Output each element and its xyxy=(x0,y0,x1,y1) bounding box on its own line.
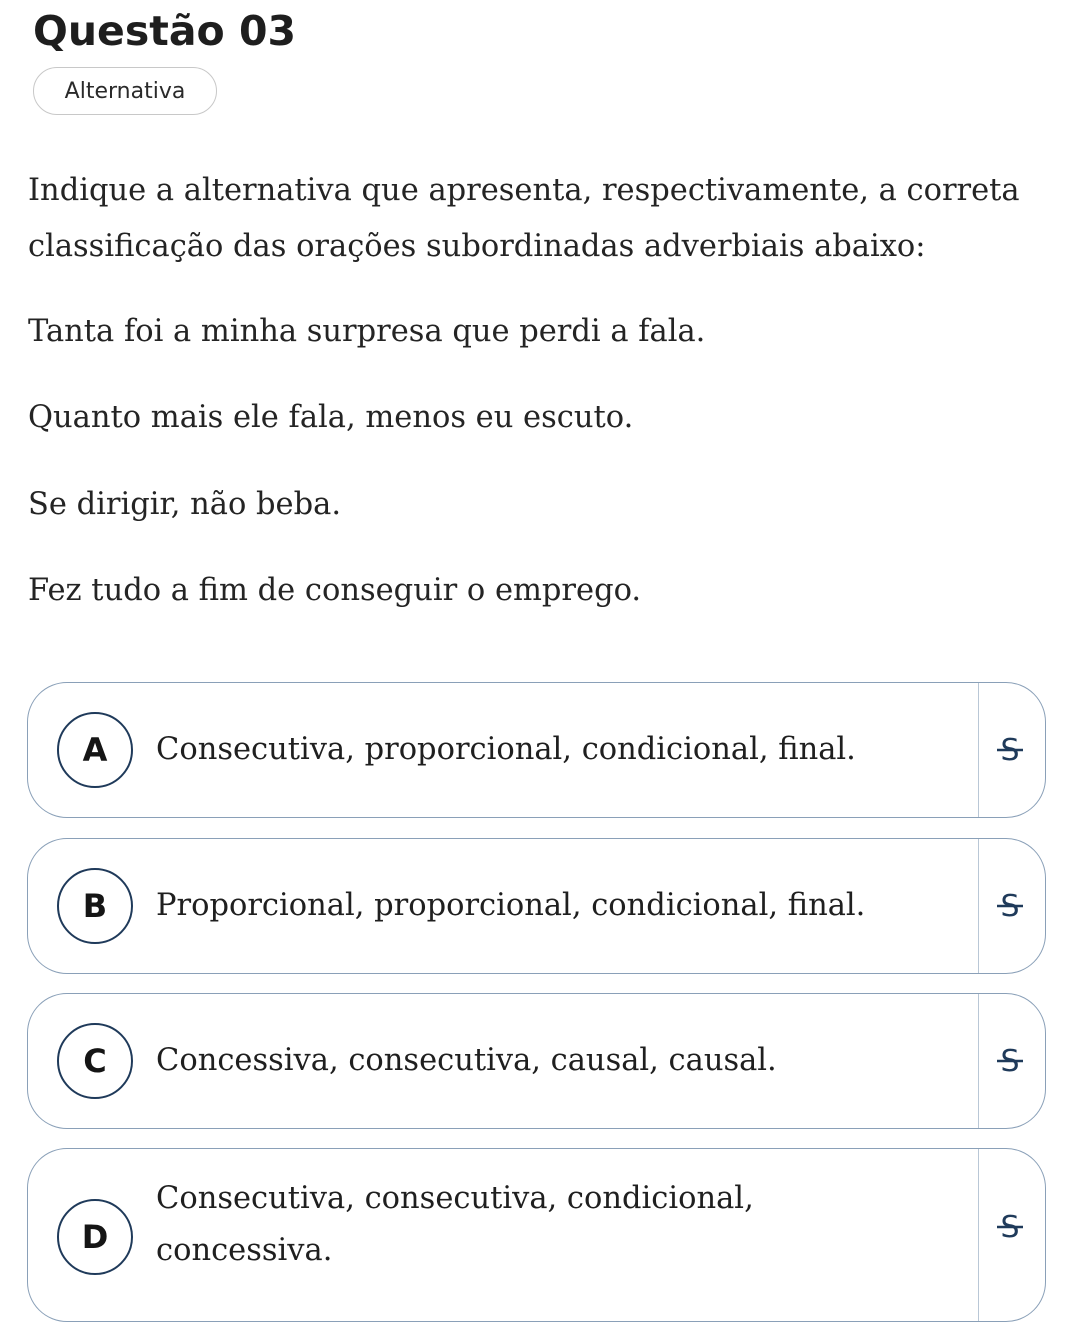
strikethrough-icon[interactable] xyxy=(993,886,1027,926)
option-letter-c: C xyxy=(57,1023,133,1099)
answer-option-c[interactable] xyxy=(27,993,1046,1129)
statement-line: Indique a alternativa que apresenta, respectivamente, a correta xyxy=(28,173,1020,208)
example-sentence: Quanto mais ele fala, menos eu escuto. xyxy=(28,400,634,435)
option-divider xyxy=(978,1149,980,1321)
option-letter-a: A xyxy=(57,712,133,788)
example-sentence: Se dirigir, não beba. xyxy=(28,487,342,522)
example-sentence: Tanta foi a minha surpresa que perdi a fala. xyxy=(28,314,706,349)
option-text-c: Concessiva, consecutiva, causal, causal. xyxy=(156,1043,777,1078)
svg-text:S: S xyxy=(1000,733,1020,768)
option-text-d: Consecutiva, consecutiva, condicional, concessiva. xyxy=(156,1181,754,1268)
option-text-b: Proporcional, proporcional, condicional, final. xyxy=(156,888,866,923)
option-letter-d: D xyxy=(57,1199,133,1275)
option-text-a: Consecutiva, proporcional, condicional, final. xyxy=(156,732,856,767)
question-type-badge: Alternativa xyxy=(33,67,217,115)
option-divider xyxy=(978,839,980,973)
strikethrough-icon[interactable] xyxy=(993,1041,1027,1081)
option-divider xyxy=(978,683,980,817)
option-letter-b: B xyxy=(57,868,133,944)
svg-text:S: S xyxy=(1000,889,1020,924)
svg-text:S: S xyxy=(1000,1210,1020,1245)
option-divider xyxy=(978,994,980,1128)
answer-option-d[interactable] xyxy=(27,1148,1046,1322)
svg-text:S: S xyxy=(1000,1044,1020,1079)
answer-option-b[interactable] xyxy=(27,838,1046,974)
statement-line: classificação das orações subordinadas adverbiais abaixo: xyxy=(28,229,926,264)
example-sentence: Fez tudo a fim de conseguir o emprego. xyxy=(28,573,642,608)
strikethrough-icon[interactable] xyxy=(993,730,1027,770)
strikethrough-icon[interactable] xyxy=(993,1207,1027,1247)
question-title: Questão 03 xyxy=(33,7,297,55)
answer-option-a[interactable] xyxy=(27,682,1046,818)
